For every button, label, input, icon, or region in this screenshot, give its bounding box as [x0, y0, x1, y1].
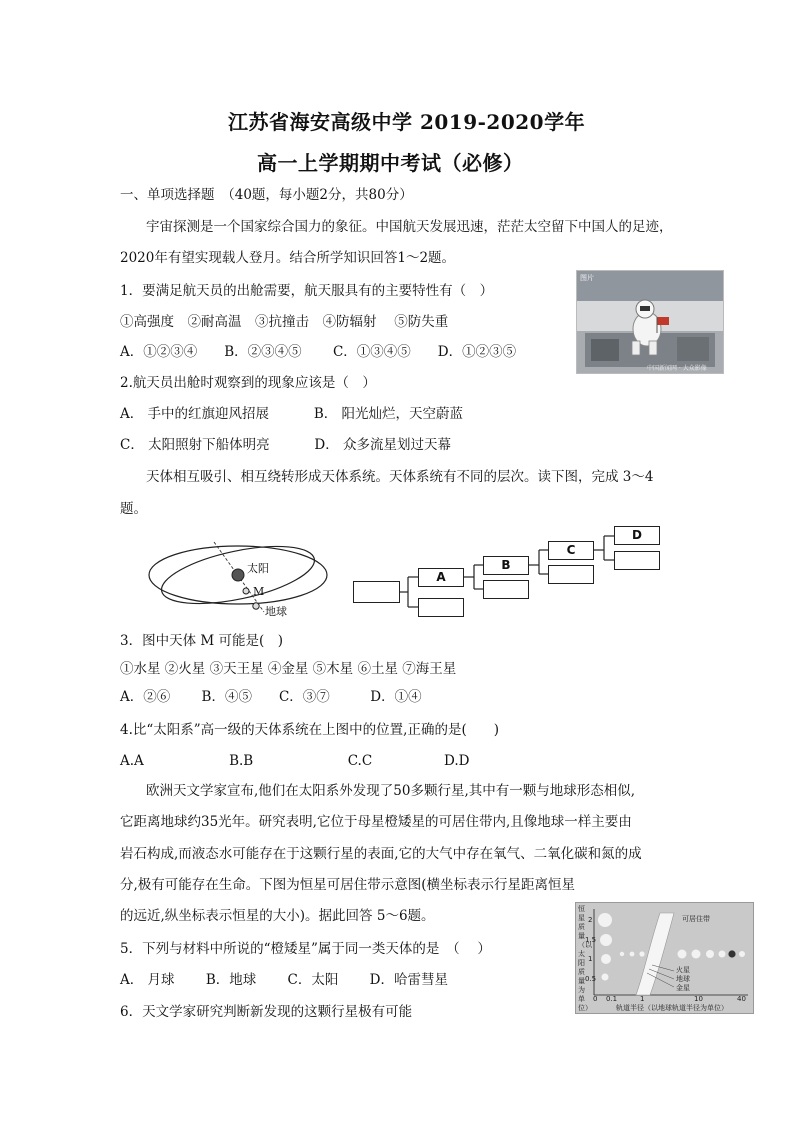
hierarchy-box-d-sibling — [614, 551, 660, 570]
passage1-line2: 2020年有望实现载人登月。结合所学知识回答1～2题。 — [120, 250, 456, 266]
y-tick-1-5: 1.5 — [585, 936, 597, 944]
q2-options-row1: A． 手中的红旗迎风招展 B． 阳光灿烂，天空蔚蓝 — [120, 406, 464, 422]
exam-title-line1: 江苏省海安高级中学 2019-2020学年 — [228, 110, 586, 134]
passage3-line4: 分,极有可能存在生命。下图为恒星可居住带示意图(横坐标表示行星距离恒星 — [120, 877, 576, 893]
q1-items: ①高强度 ②耐高温 ③抗撞击 ④防辐射 ⑤防失重 — [120, 314, 449, 330]
hierarchy-box-b-sibling — [483, 580, 529, 599]
q5-stem: 5．下列与材料中所说的“橙矮星”属于同一类天体的是 （ ） — [120, 941, 491, 957]
hierarchy-box-c-sibling — [548, 565, 594, 584]
q1-options: A．①②③④ B．②③④⑤ C．①③④⑤ D．①②③⑤ — [120, 344, 517, 360]
hierarchy-box-a-sibling — [418, 598, 464, 617]
planet-label-earth: 地球 — [676, 975, 690, 983]
m-body — [243, 588, 249, 594]
chart-x-label: 轨道半径（以地球轨道半径为单位） — [616, 1004, 728, 1012]
chart-y-label: 恒星质量（以太阳质量为单位） — [578, 905, 592, 1012]
planet-label-venus: 金星 — [676, 984, 690, 992]
passage1-line1: 宇宙探测是一个国家综合国力的象征。中国航天发展迅速，茫茫太空留下中国人的足迹， — [146, 219, 673, 235]
earth-label: 地球 — [265, 605, 287, 618]
hierarchy-box-d: D — [614, 526, 660, 545]
photo-corner-label: 图片 — [580, 274, 594, 282]
astronaut-illustration — [577, 271, 723, 373]
q6-stem: 6．天文学家研究判断新发现的这颗行星极有可能 — [120, 1004, 413, 1020]
q2-options-row2: C． 太阳照射下船体明亮 D． 众多流星划过天幕 — [120, 437, 452, 453]
x-tick-0: 0 — [593, 995, 598, 1003]
habitable-zone-chart — [575, 902, 754, 1014]
photo-watermark: 中国新闻网 · 大众影像 — [647, 365, 707, 372]
m-label: M — [253, 585, 265, 598]
x-tick-40: 40 — [737, 995, 746, 1003]
q1-stem: 1．要满足航天员的出舱需要，航天服具有的主要特性有（ ） — [120, 283, 494, 299]
sun-label: 太阳 — [247, 562, 269, 575]
q3-options: A．②⑥ B．④⑤ C．③⑦ D．①④ — [120, 689, 422, 705]
orbit-diagram-svg — [146, 530, 336, 620]
y-tick-2: 2 — [588, 916, 593, 924]
x-tick-1: 1 — [640, 995, 645, 1003]
q2-stem: 2.航天员出舱时观察到的现象应该是（ ） — [120, 375, 376, 391]
sun-body — [232, 569, 244, 581]
q4-stem: 4.比“太阳系”高一级的天体系统在上图中的位置,正确的是( ) — [120, 722, 500, 738]
habitable-zone-label: 可居住带 — [682, 915, 710, 923]
passage3-line1: 欧洲天文学家宣布,他们在太阳系外发现了50多颗行星,其中有一颗与地球形态相似, — [146, 783, 636, 799]
hierarchy-box-c: C — [548, 541, 594, 560]
q4-options: A.A B.B C.C D.D — [120, 753, 470, 769]
y-tick-1: 1 — [588, 955, 593, 963]
hierarchy-box-root — [353, 581, 400, 603]
q5-options: A． 月球 B．地球 C．太阳 D．哈雷彗星 — [120, 972, 448, 988]
passage3-line5: 的远近,纵坐标表示恒星的大小)。据此回答 5～6题。 — [120, 908, 435, 924]
hierarchy-box-b: B — [483, 556, 529, 575]
x-tick-10: 10 — [694, 995, 703, 1003]
q3-stem: 3．图中天体 M 可能是( ) — [120, 633, 284, 649]
section-heading: 一、单项选择题 （40题，每小题2分，共80分） — [120, 187, 413, 203]
earth-body — [253, 603, 259, 609]
astronaut-photo — [576, 270, 724, 374]
hierarchy-diagram — [350, 520, 680, 620]
planet-label-mars: 火星 — [676, 966, 690, 974]
orbit-diagram — [146, 530, 336, 620]
habitable-zone-graphic — [576, 903, 753, 1013]
q3-items: ①水星 ②火星 ③天王星 ④金星 ⑤木星 ⑥土星 ⑦海王星 — [120, 661, 457, 677]
exam-title-line2: 高一上学期期中考试（必修） — [257, 151, 524, 175]
x-tick-0-1: 0.1 — [606, 995, 618, 1003]
passage3-line3: 岩石构成,而液态水可能存在于这颗行星的表面,它的大气中存在氧气、二氧化碳和氮的成 — [120, 846, 642, 862]
passage2-line2: 题。 — [120, 501, 147, 517]
hierarchy-box-a: A — [418, 568, 464, 587]
y-tick-0-5: 0.5 — [585, 975, 597, 983]
passage3-line2: 它距离地球约35光年。研究表明,它位于母星橙矮星的可居住带内,且像地球一样主要由 — [120, 814, 632, 830]
passage2-line1: 天体相互吸引、相互绕转形成天体系统。天体系统有不同的层次。读下图，完成 3～4 — [146, 469, 654, 485]
